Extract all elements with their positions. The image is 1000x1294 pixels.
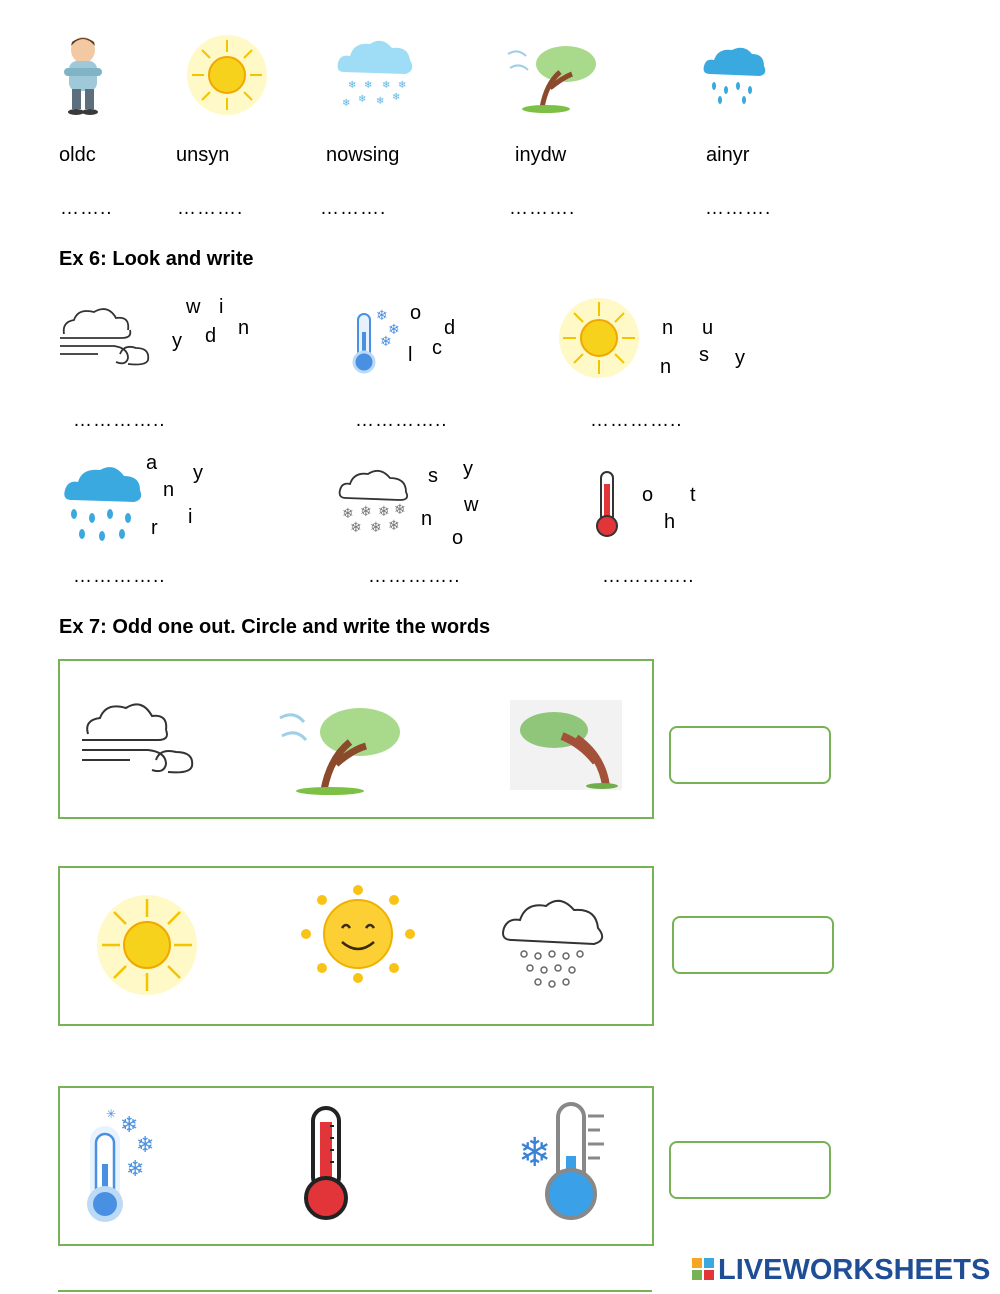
windy-tree-icon: [506, 34, 606, 114]
letter-tile[interactable]: i: [219, 296, 224, 318]
svg-text:❄: ❄: [398, 80, 407, 91]
sun-icon: [554, 296, 644, 380]
svg-text:❄: ❄: [120, 1113, 139, 1138]
windy-cloud-icon: [58, 304, 154, 368]
answer-blank[interactable]: ……..: [60, 198, 113, 219]
snow-cloud-icon: [334, 36, 416, 112]
hot-thermometer-icon[interactable]: [300, 1104, 354, 1220]
letter-tile[interactable]: c: [432, 337, 442, 359]
svg-text:✳: ✳: [106, 1107, 117, 1121]
sun-icon[interactable]: [92, 893, 202, 997]
svg-text:❄: ❄: [382, 80, 391, 91]
cold-thermometer-icon[interactable]: [518, 1100, 610, 1224]
answer-blank[interactable]: …………..: [368, 566, 461, 587]
letter-tile[interactable]: u: [702, 317, 714, 339]
answer-blank[interactable]: ……….: [509, 198, 576, 219]
letter-tile[interactable]: y: [172, 330, 182, 352]
svg-text:❄: ❄: [388, 322, 400, 338]
answer-blank[interactable]: …………..: [73, 410, 166, 431]
letter-tile[interactable]: s: [699, 344, 709, 366]
letter-tile[interactable]: n: [421, 508, 433, 530]
letter-tile[interactable]: h: [664, 511, 676, 533]
snow-cloud-icon[interactable]: [500, 894, 612, 992]
answer-blank[interactable]: ……….: [320, 198, 387, 219]
svg-text:❄: ❄: [376, 96, 385, 107]
svg-text:❄: ❄: [350, 520, 362, 536]
cold-thermometer-icon: [350, 304, 404, 376]
liveworksheets-logo-icon: [692, 1258, 714, 1280]
letter-tile[interactable]: i: [188, 506, 193, 528]
svg-text:❄: ❄: [364, 80, 373, 91]
answer-blank[interactable]: ……….: [705, 198, 772, 219]
letter-tile[interactable]: a: [146, 452, 158, 474]
letter-tile[interactable]: n: [660, 356, 672, 378]
svg-text:❄: ❄: [370, 520, 382, 536]
answer-blank[interactable]: ……….: [177, 198, 244, 219]
cold-thermometer-icon[interactable]: [78, 1104, 168, 1226]
letter-tile[interactable]: w: [186, 296, 201, 318]
letter-tile[interactable]: n: [238, 317, 250, 339]
letter-tile[interactable]: s: [428, 465, 438, 487]
svg-text:❄: ❄: [348, 80, 357, 91]
letter-tile[interactable]: y: [193, 462, 203, 484]
letter-tile[interactable]: n: [662, 317, 674, 339]
scrambled-word: inydw: [515, 144, 567, 166]
answer-box[interactable]: [669, 726, 831, 784]
windy-tree-icon[interactable]: [278, 694, 410, 796]
scrambled-word: oldc: [59, 144, 96, 166]
rain-cloud-icon: [62, 462, 144, 546]
smiling-sun-icon[interactable]: [300, 884, 416, 984]
hot-thermometer-icon: [594, 470, 620, 540]
letter-tile[interactable]: n: [163, 479, 175, 501]
snow-cloud-icon: [338, 466, 414, 536]
letter-tile[interactable]: y: [463, 458, 473, 480]
scrambled-word: ainyr: [706, 144, 750, 166]
svg-text:❄: ❄: [376, 308, 388, 324]
liveworksheets-logo[interactable]: LIVEWORKSHEETS: [718, 1254, 991, 1286]
svg-text:❄: ❄: [126, 1157, 145, 1182]
letter-tile[interactable]: d: [205, 325, 217, 347]
letter-tile[interactable]: y: [735, 347, 745, 369]
letter-tile[interactable]: r: [151, 517, 158, 539]
scrambled-word: nowsing: [326, 144, 400, 166]
letter-tile[interactable]: o: [452, 527, 464, 549]
svg-text:❄: ❄: [360, 504, 372, 520]
answer-blank[interactable]: …………..: [355, 410, 448, 431]
svg-text:❄: ❄: [394, 502, 406, 518]
svg-text:❄: ❄: [342, 506, 354, 522]
answer-blank[interactable]: …………..: [602, 566, 695, 587]
svg-text:❄: ❄: [342, 98, 351, 109]
svg-text:❄: ❄: [358, 94, 367, 105]
answer-blank[interactable]: …………..: [590, 410, 683, 431]
next-row-border: [58, 1290, 652, 1292]
exercise-6-title: Ex 6: Look and write: [59, 248, 254, 270]
answer-box[interactable]: [672, 916, 834, 974]
svg-text:❄: ❄: [388, 518, 400, 534]
answer-box[interactable]: [669, 1141, 831, 1199]
windy-cloud-icon[interactable]: [80, 698, 198, 776]
letter-tile[interactable]: o: [410, 302, 422, 324]
rain-cloud-icon: [702, 44, 768, 108]
svg-text:❄: ❄: [136, 1133, 155, 1158]
letter-tile[interactable]: d: [444, 317, 456, 339]
answer-blank[interactable]: …………..: [73, 566, 166, 587]
letter-tile[interactable]: l: [408, 344, 413, 366]
svg-text:❄: ❄: [392, 92, 401, 103]
windy-tree-icon[interactable]: [510, 700, 622, 790]
exercise-7-title: Ex 7: Odd one out. Circle and write the words: [59, 616, 491, 638]
sun-icon: [182, 32, 272, 118]
cold-boy-icon: [58, 34, 108, 116]
svg-text:❄: ❄: [380, 334, 392, 350]
svg-text:❄: ❄: [378, 504, 390, 520]
letter-tile[interactable]: o: [642, 484, 654, 506]
letter-tile[interactable]: t: [690, 484, 696, 506]
scrambled-word: unsyn: [176, 144, 230, 166]
svg-text:❄: ❄: [518, 1130, 552, 1176]
letter-tile[interactable]: w: [464, 494, 479, 516]
